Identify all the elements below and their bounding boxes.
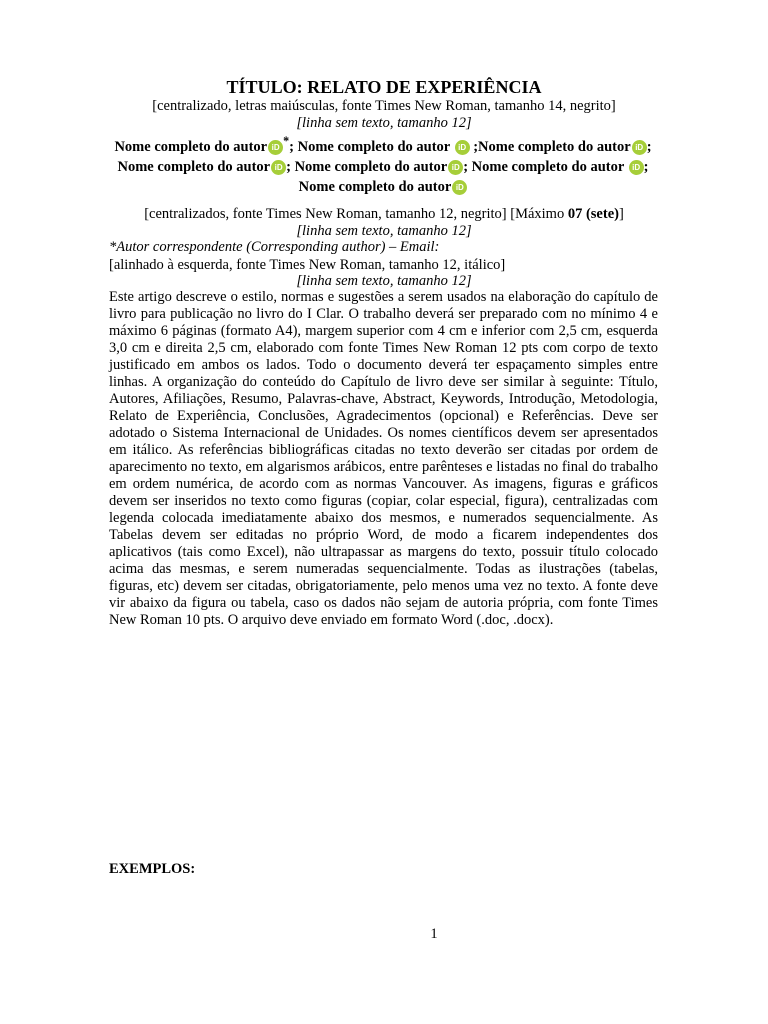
author-name: Nome completo do autor — [114, 138, 268, 155]
orcid-icon[interactable]: iD — [629, 160, 644, 175]
corresponding-mark: * — [283, 134, 290, 148]
document-title: TÍTULO: RELATO DE EXPERIÊNCIA — [226, 77, 542, 97]
author-name: ;Nome completo do autor — [469, 138, 631, 155]
body-paragraph: Este artigo descreve o estilo, normas e sugestões a serem usados na elaboração do capítulo de livro para publicação no livro do I Clar. O trabalho deverá ser preparado com no mínimo 4 e máximo 6 páginas (formato A4), margem superior com 4 cm e inferior com 2,5 cm, esquerda 3,0 cm e direita 2,5 cm, elaborado com fonte Times New Roman 12 pts com corpo de texto justificado em ambos os lados. Todo o documento deverá ter espaçamento simples entre linhas. A organização do conteúdo do Capítulo de livro deve ser similar à seguinte: Título, Autores, Afiliações, Resumo, Palavras-chave, Abstract, Keywords, Introdução, Metodologia, Relato de Experiência, Conclusões, Agradecimentos (opcional) e Referências. Deve ser adotado o Sistema Internacional de Unidades. Os nomes científicos devem ser apresentados em itálico. As referências bibliográficas citadas no texto deverão ser citadas por ordem de aparecimento no texto, em algarismos arábicos, entre parênteses e listadas no final do trabalho em ordem numérica, de acordo com as normas Vancouver. As imagens, figuras e gráficos devem ser inseridos no texto como figuras (copiar, colar especial, figura), centralizadas com legenda colocada imediatamente abaixo dos mesmos, e numerados sequencialmente. As Tabelas devem ser editadas no próprio Word, de modo a ficarem independentes dos aplicativos (tais como Excel), não ultrapassar as margens do texto, possuir título colocado acima das mesmas, e serem numeradas sequencialmente. Todas as ilustrações (tabelas, figuras, etc) devem ser citadas, obrigatoriamente, pelo menos uma vez no texto. A fonte deve vir abaixo da figura ou tabela, caso os dados não sejam de autoria própria, com fonte Times New Roman 10 pts. O arquivo deve enviado em formato Word (.doc, .docx). — [109, 289, 658, 628]
page-number: 1 — [430, 926, 438, 942]
authors-instructions-text: [centralizados, fonte Times New Roman, tamanho 12, negrito] [Máximo — [144, 206, 568, 222]
blank-line-note: [linha sem texto, tamanho 12] — [296, 273, 472, 289]
corresponding-instructions: [alinhado à esquerda, fonte Times New Roman, tamanho 12, itálico] — [109, 257, 506, 273]
blank-line-note: [linha sem texto, tamanho 12] — [296, 115, 472, 131]
author-name: ; Nome completo do autor — [463, 158, 625, 175]
corresponding-author: *Autor correspondente (Corresponding author) – Email: — [109, 239, 440, 255]
orcid-icon[interactable]: iD — [455, 140, 470, 155]
authors-instructions — [0, 205, 768, 223]
author-name: ; Nome completo do autor — [289, 138, 450, 155]
orcid-icon[interactable]: iD — [448, 160, 463, 175]
examples-heading: EXEMPLOS: — [109, 861, 196, 877]
author-name: ; Nome completo do autor — [117, 138, 652, 175]
title-instructions: [centralizado, letras maiúsculas, fonte Times New Roman, tamanho 14, negrito] — [152, 98, 616, 114]
orcid-icon[interactable]: iD — [271, 160, 286, 175]
author-name: ; Nome completo do autor — [298, 158, 649, 195]
author-name: ; Nome completo do autor — [286, 158, 448, 175]
author-list — [108, 131, 658, 197]
orcid-icon[interactable]: iD — [632, 140, 647, 155]
authors-instructions-end: ] — [618, 206, 624, 222]
blank-line-note: [linha sem texto, tamanho 12] — [296, 223, 472, 239]
authors-max: 07 (sete) — [567, 206, 619, 222]
orcid-icon[interactable]: iD — [268, 140, 283, 155]
orcid-icon[interactable]: iD — [452, 180, 467, 195]
